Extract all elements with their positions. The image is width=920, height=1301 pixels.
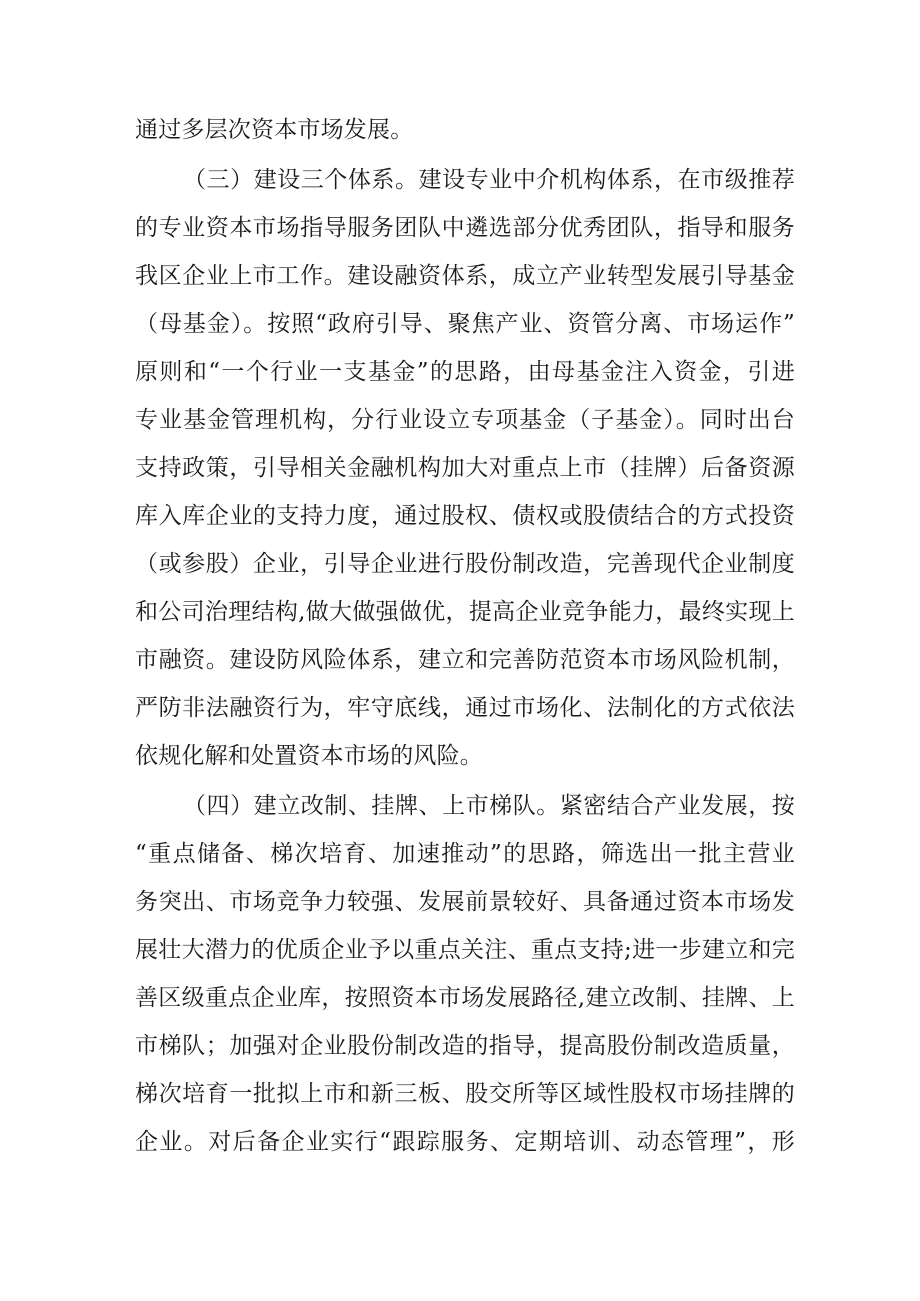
text-line: （或参股）企业，引导企业进行股份制改造，完善现代企业制度 bbox=[135, 551, 795, 577]
text-line: 和公司治理结构,做大做强做优，提高企业竞争能力，最终实现上 bbox=[135, 599, 795, 625]
text-line: 企业。对后备企业实行“跟踪服务、定期培训、动态管理”，形 bbox=[135, 1129, 795, 1155]
text-line: 展壮大潜力的优质企业予以重点关注、重点支持;进一步建立和完 bbox=[135, 937, 795, 963]
section-heading-line: （三）建设三个体系。建设专业中介机构体系，在市级推荐 bbox=[183, 167, 795, 193]
text-line: （母基金）。按照“政府引导、聚焦产业、资管分离、市场运作” bbox=[135, 311, 795, 337]
text-line: 原则和“一个行业一支基金”的思路，由母基金注入资金，引进 bbox=[135, 359, 795, 385]
text-line: 的专业资本市场指导服务团队中遴选部分优秀团队，指导和服务 bbox=[135, 215, 795, 241]
text-line: 依规化解和处置资本市场的风险。 bbox=[135, 743, 483, 769]
text-line: 我区企业上市工作。建设融资体系，成立产业转型发展引导基金 bbox=[135, 263, 795, 289]
text-line: 通过多层次资本市场发展。 bbox=[135, 117, 414, 143]
text-line: “重点储备、梯次培育、加速推动”的思路，筛选出一批主营业 bbox=[135, 841, 795, 867]
text-line: 市融资。建设防风险体系，建立和完善防范资本市场风险机制， bbox=[135, 647, 795, 673]
text-line: 务突出、市场竞争力较强、发展前景较好、具备通过资本市场发 bbox=[135, 889, 795, 915]
text-line: 善区级重点企业库，按照资本市场发展路径,建立改制、挂牌、上 bbox=[135, 985, 795, 1011]
text-line: 市梯队；加强对企业股份制改造的指导，提高股份制改造质量， bbox=[135, 1033, 795, 1059]
text-line: 梯次培育一批拟上市和新三板、股交所等区域性股权市场挂牌的 bbox=[135, 1081, 795, 1107]
section-heading-line: （四）建立改制、挂牌、上市梯队。紧密结合产业发展，按 bbox=[183, 793, 795, 819]
text-line: 严防非法融资行为，牢守底线，通过市场化、法制化的方式依法 bbox=[135, 695, 795, 721]
text-line: 支持政策，引导相关金融机构加大对重点上市（挂牌）后备资源 bbox=[135, 455, 795, 481]
text-line: 库入库企业的支持力度，通过股权、债权或股债结合的方式投资 bbox=[135, 503, 795, 529]
text-line: 专业基金管理机构，分行业设立专项基金（子基金）。同时出台 bbox=[135, 407, 795, 433]
